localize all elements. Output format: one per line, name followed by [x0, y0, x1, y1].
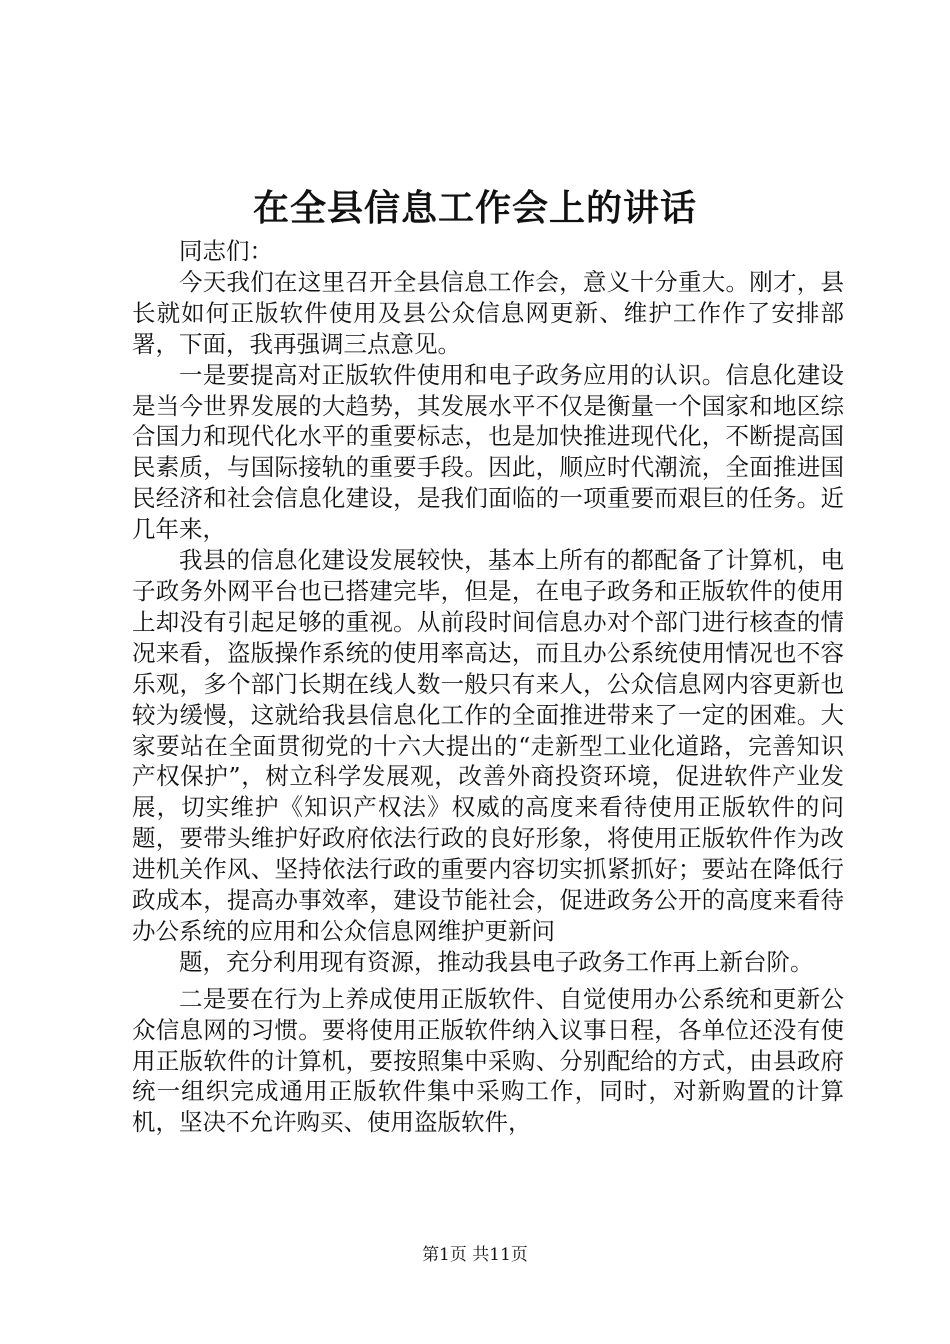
body-paragraph: 一是要提高对正版软件使用和电子政务应用的认识。信息化建设是当今世界发展的大趋势，其发展水平不仅是衡量一个国家和地区综合国力和现代化水平的重要标志，也是加快推进现代化，不断提高国民素质，与国际接轨的重要手段。因此，顺应时代潮流，全面推进国民经济和社会信息化建设，是我们面临的一项重要而艰巨的任务。近几年来，	[132, 360, 844, 544]
body-paragraph: 题，充分利用现有资源，推动我县电子政务工作再上新台阶。	[179, 947, 814, 976]
page-footer: 第1页 共11页	[422, 1245, 528, 1265]
document-title: 在全县信息工作会上的讲话	[252, 187, 697, 229]
body-paragraph: 二是要在行为上养成使用正版软件、自觉使用办公系统和更新公众信息网的习惯。要将使用正版软件纳入议事日程，各单位还没有使用正版软件的计算机，要按照集中采购、分别配给的方式，由县政府统一组织完成通用正版软件集中采购工作，同时，对新购置的计算机，坚决不允许购买、使用盗版软件，	[132, 984, 844, 1137]
salutation-paragraph: 同志们：	[179, 237, 273, 265]
body-paragraph: 我县的信息化建设发展较快，基本上所有的都配备了计算机，电子政务外网平台也已搭建完毕，但是，在电子政务和正版软件的使用上却没有引起足够的重视。从前段时间信息办对个部门进行核查的情况来看，盗版操作系统的使用率高达，而且办公系统使用情况也不容乐观，多个部门长期在线人数一般只有来人，公众信息网内容更新也较为缓慢，这就给我县信息化工作的全面推进带来了一定的困难。大家要站在全面贯彻党的十六大提出的“走新型工业化道路，完善知识产权保护”，树立科学发展观，改善外商投资环境，促进软件产业发展，切实维护《知识产权法》权威的高度来看待使用正版软件的问题，要带头维护好政府依法行政的良好形象，将使用正版软件作为改进机关作风、坚持依法行政的重要内容切实抓紧抓好；要站在降低行政成本，提高办事效率，建设节能社会，促进政务公开的高度来看待办公系统的应用和公众信息网维护更新问	[132, 546, 844, 945]
document-body	[132, 236, 844, 1138]
body-paragraph: 今天我们在这里召开全县信息工作会，意义十分重大。刚才，县长就如何正版软件使用及县公众信息网更新、维护工作作了安排部署，下面，我再强调三点意见。	[132, 267, 844, 358]
